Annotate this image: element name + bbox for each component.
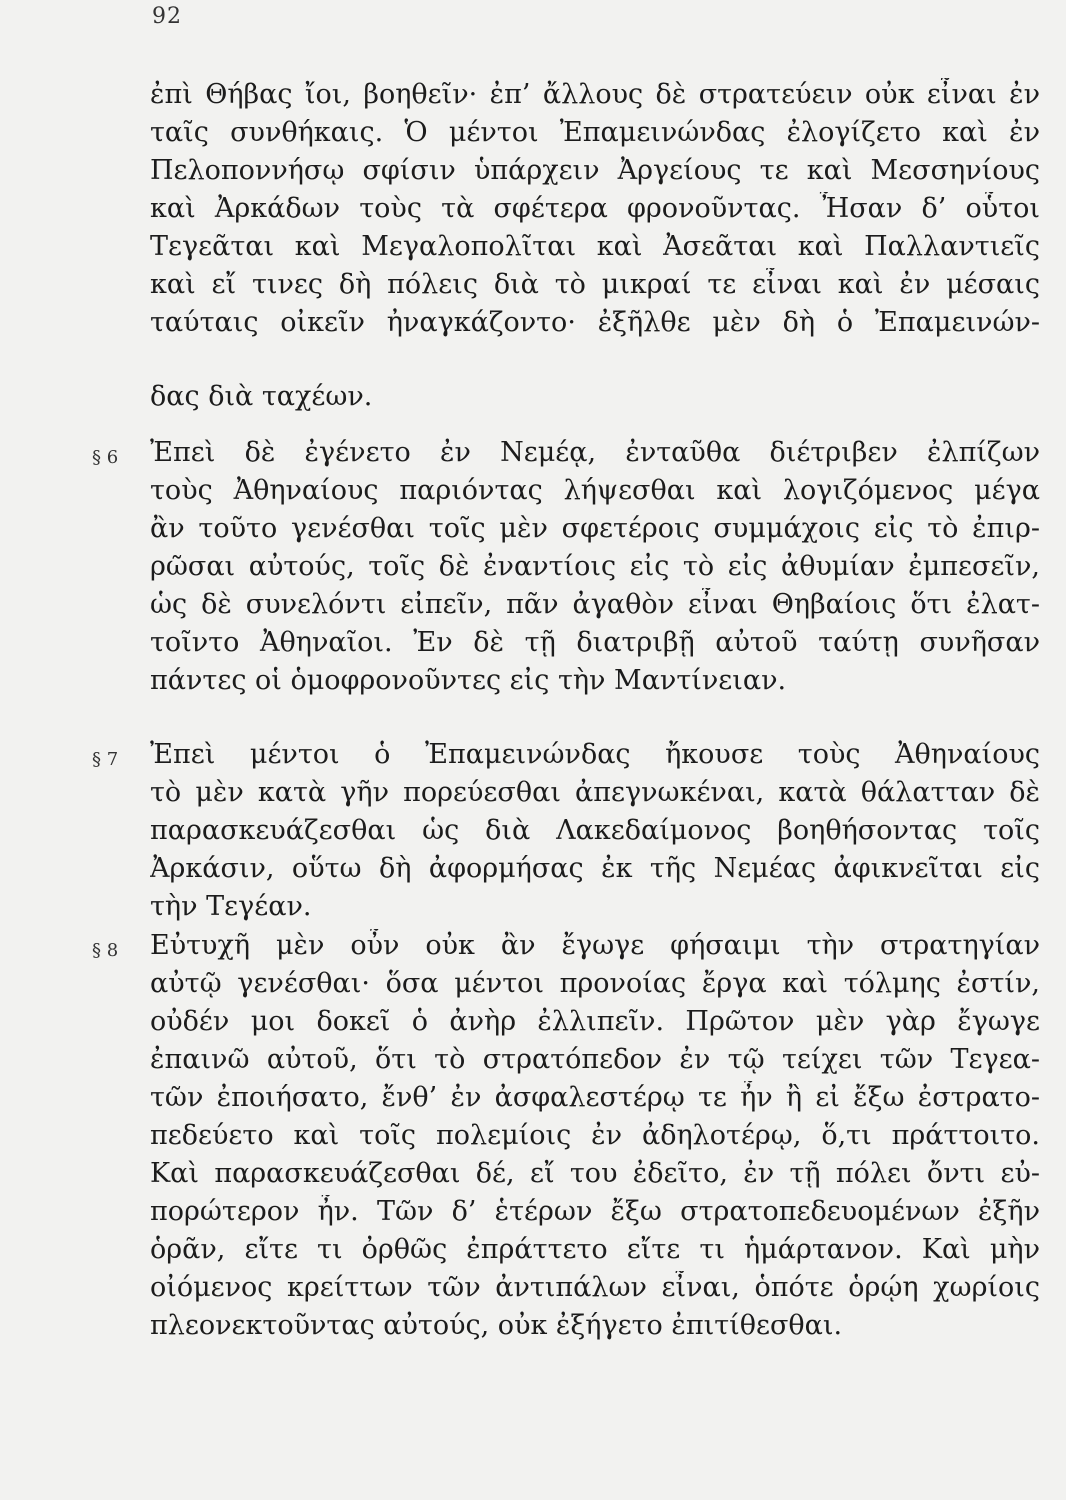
text-line: τὴν Τεγέαν. bbox=[150, 891, 312, 922]
text-line: αὐτῷ γενέσθαι· ὅσα μέντοι προνοίας ἔργα καὶ τόλμης ἐστίν, bbox=[150, 968, 1040, 999]
text-line: πλεονεκτοῦντας αὐτούς, οὐκ ἐξήγετο ἐπιτίθεσθαι. bbox=[150, 1310, 843, 1341]
text-line: πορώτερον ἦν. Τῶν δ’ ἑτέρων ἔξω στρατοπεδευομένων ἐξῆν bbox=[150, 1196, 1040, 1227]
section-marker-6: § 6 bbox=[92, 447, 119, 468]
text-line: Καὶ παρασκευάζεσθαι δέ, εἴ του ἐδεῖτο, ἐν τῇ πόλει ὄντι εὐ- bbox=[150, 1158, 1040, 1189]
text-line: καὶ εἴ τινες δὴ πόλεις διὰ τὸ μικραί τε εἶναι καὶ ἐν μέσαις bbox=[150, 269, 1040, 300]
section-marker-7: § 7 bbox=[92, 749, 119, 770]
text-line: ὁρᾶν, εἴτε τι ὀρθῶς ἐπράττετο εἴτε τι ἡμάρτανον. Καὶ μὴν bbox=[150, 1234, 1040, 1265]
text-line: πάντες οἱ ὁμοφρονοῦντες εἰς τὴν Μαντίνειαν. bbox=[150, 665, 787, 696]
text-line: οἰόμενος κρείττων τῶν ἀντιπάλων εἶναι, ὁπότε ὁρῴη χωρίοις bbox=[150, 1272, 1040, 1303]
section-marker-8: § 8 bbox=[92, 940, 119, 961]
text-line: τὸ μὲν κατὰ γῆν πορεύεσθαι ἀπεγνωκέναι, κατὰ θάλατταν δὲ bbox=[150, 777, 1040, 808]
text-line: οὐδέν μοι δοκεῖ ὁ ἀνὴρ ἐλλιπεῖν. Πρῶτον μὲν γὰρ ἔγωγε bbox=[150, 1006, 1040, 1037]
text-line: τοὺς Ἀθηναίους παριόντας λήψεσθαι καὶ λογιζόμενος μέγα bbox=[150, 475, 1040, 506]
text-line: Πελοποννήσῳ σφίσιν ὑπάρχειν Ἀργείους τε καὶ Μεσσηνίους bbox=[150, 155, 1040, 186]
text-line: ρῶσαι αὐτούς, τοῖς δὲ ἐναντίοις εἰς τὸ εἰς ἀθυμίαν ἐμπεσεῖν, bbox=[150, 551, 1040, 582]
text-line: Ἐπεὶ μέντοι ὁ Ἐπαμεινώνδας ἤκουσε τοὺς Ἀθηναίους bbox=[150, 739, 1040, 770]
text-line: ταύταις οἰκεῖν ἠναγκάζοντο· ἐξῆλθε μὲν δὴ ὁ Ἐπαμεινών- bbox=[150, 307, 1040, 338]
text-line: ὡς δὲ συνελόντι εἰπεῖν, πᾶν ἀγαθὸν εἶναι Θηβαίοις ὅτι ἐλατ- bbox=[150, 589, 1040, 620]
text-line: παρασκευάζεσθαι ὡς διὰ Λακεδαίμονος βοηθήσοντας τοῖς bbox=[150, 815, 1040, 846]
text-line: Τεγεᾶται καὶ Μεγαλοπολῖται καὶ Ἀσεᾶται καὶ Παλλαντιεῖς bbox=[150, 231, 1040, 262]
page-number: 92 bbox=[152, 4, 182, 29]
text-line: τῶν ἐποιήσατο, ἔνθ’ ἐν ἀσφαλεστέρῳ τε ἦν ἢ εἰ ἔξω ἐστρατο- bbox=[150, 1082, 1040, 1113]
text-line: Ἀρκάσιν, οὕτω δὴ ἀφορμήσας ἐκ τῆς Νεμέας ἀφικνεῖται εἰς bbox=[150, 853, 1040, 884]
text-line: Εὐτυχῆ μὲν οὖν οὐκ ἂν ἔγωγε φήσαιμι τὴν στρατηγίαν bbox=[150, 930, 1040, 961]
text-line: τοῖντο Ἀθηναῖοι. Ἐν δὲ τῇ διατριβῇ αὐτοῦ ταύτῃ συνῆσαν bbox=[150, 627, 1040, 658]
text-line: ταῖς συνθήκαις. Ὁ μέντοι Ἐπαμεινώνδας ἐλογίζετο καὶ ἐν bbox=[150, 117, 1040, 148]
text-line: ἐπὶ Θήβας ἴοι, βοηθεῖν· ἐπ’ ἄλλους δὲ στρατεύειν οὐκ εἶναι ἐν bbox=[150, 79, 1040, 110]
text-line: καὶ Ἀρκάδων τοὺς τὰ σφέτερα φρονοῦντας. Ἦσαν δ’ οὗτοι bbox=[150, 193, 1040, 224]
text-line: ἂν τοῦτο γενέσθαι τοῖς μὲν σφετέροις συμμάχοις εἰς τὸ ἐπιρ- bbox=[150, 513, 1040, 544]
text-line: Ἐπεὶ δὲ ἐγένετο ἐν Νεμέᾳ, ἐνταῦθα διέτριβεν ἐλπίζων bbox=[150, 437, 1040, 468]
text-line: πεδεύετο καὶ τοῖς πολεμίοις ἐν ἀδηλοτέρῳ, ὅ,τι πράττοιτο. bbox=[150, 1120, 1040, 1151]
text-line: ἐπαινῶ αὐτοῦ, ὅτι τὸ στρατόπεδον ἐν τῷ τείχει τῶν Τεγεα- bbox=[150, 1044, 1040, 1075]
text-line: δας διὰ ταχέων. bbox=[150, 381, 373, 412]
